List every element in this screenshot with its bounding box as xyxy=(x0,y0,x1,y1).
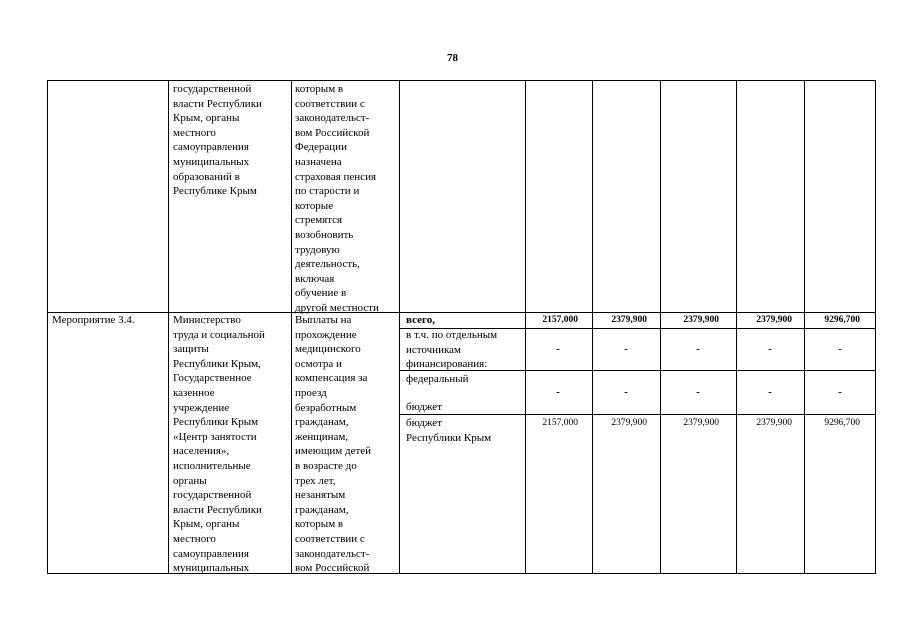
regional-value-2021: 2157,000 xyxy=(542,418,578,428)
page-number: 78 xyxy=(447,52,458,64)
total-value-2021: 2157,000 xyxy=(542,315,578,325)
table-bottom-border xyxy=(47,573,876,574)
total-value-2024: 2379,900 xyxy=(756,315,792,325)
executors-cell: Министерство труда и социальной защиты Республики Крым, Государственное казенное учреждение Республики Крым «Центр занятости населения», исполнительные органы государственной власти Республики Крым, органы местного самоуправления муниципальных xyxy=(173,314,265,573)
regional-value-sum: 9296,700 xyxy=(824,418,860,428)
col-border xyxy=(736,80,737,574)
col-border xyxy=(525,80,526,574)
federal-dash: - xyxy=(624,386,628,398)
federal-dash: - xyxy=(838,386,842,398)
table-top-border xyxy=(47,80,876,81)
total-value-sum: 9296,700 xyxy=(824,315,860,325)
col-border xyxy=(168,80,169,574)
source-regional-label: бюджет Республики Крым xyxy=(406,417,492,444)
col-border xyxy=(875,80,876,574)
executors-cell-continued: государственной власти Республики Крым, органы местного самоуправления муниципальных образований в Республике Крым xyxy=(173,83,262,198)
col-border xyxy=(660,80,661,574)
breakdown-dash: - xyxy=(696,343,700,355)
regional-value-2022: 2379,900 xyxy=(611,418,647,428)
description-cell-continued: которым в соответствии с законодательст- вом Российской Федерации назначена страховая пенсия по старости и которые стремятся возобновить трудовую деятельность, включая обучение в другой местности xyxy=(295,83,379,314)
measure-label: Мероприятие 3.4. xyxy=(52,314,135,326)
total-value-2022: 2379,900 xyxy=(611,315,647,325)
col-border xyxy=(804,80,805,574)
source-federal-label-2: бюджет xyxy=(406,401,442,413)
source-breakdown-label: в т.ч. по отдельным источникам финансирования: xyxy=(406,329,498,371)
source-federal-label: федеральный xyxy=(406,373,469,385)
regional-value-2023: 2379,900 xyxy=(683,418,719,428)
source-total-label: всего, xyxy=(406,314,435,326)
breakdown-dash: - xyxy=(838,343,842,355)
col-border xyxy=(399,80,400,574)
breakdown-dash: - xyxy=(556,343,560,355)
federal-dash: - xyxy=(556,386,560,398)
breakdown-dash: - xyxy=(624,343,628,355)
col-border xyxy=(592,80,593,574)
federal-dash: - xyxy=(768,386,772,398)
breakdown-dash: - xyxy=(768,343,772,355)
regional-value-2024: 2379,900 xyxy=(756,418,792,428)
description-cell: Выплаты на прохождение медицинского осмотра и компенсация за проезд безработным гражданам, женщинам, имеющим детей в возрасте до трех лет, незанятым гражданам, которым в соответствии с законодательст- вом Российской xyxy=(295,314,372,573)
col-border xyxy=(291,80,292,574)
total-value-2023: 2379,900 xyxy=(683,315,719,325)
federal-dash: - xyxy=(696,386,700,398)
col-border xyxy=(47,80,48,574)
